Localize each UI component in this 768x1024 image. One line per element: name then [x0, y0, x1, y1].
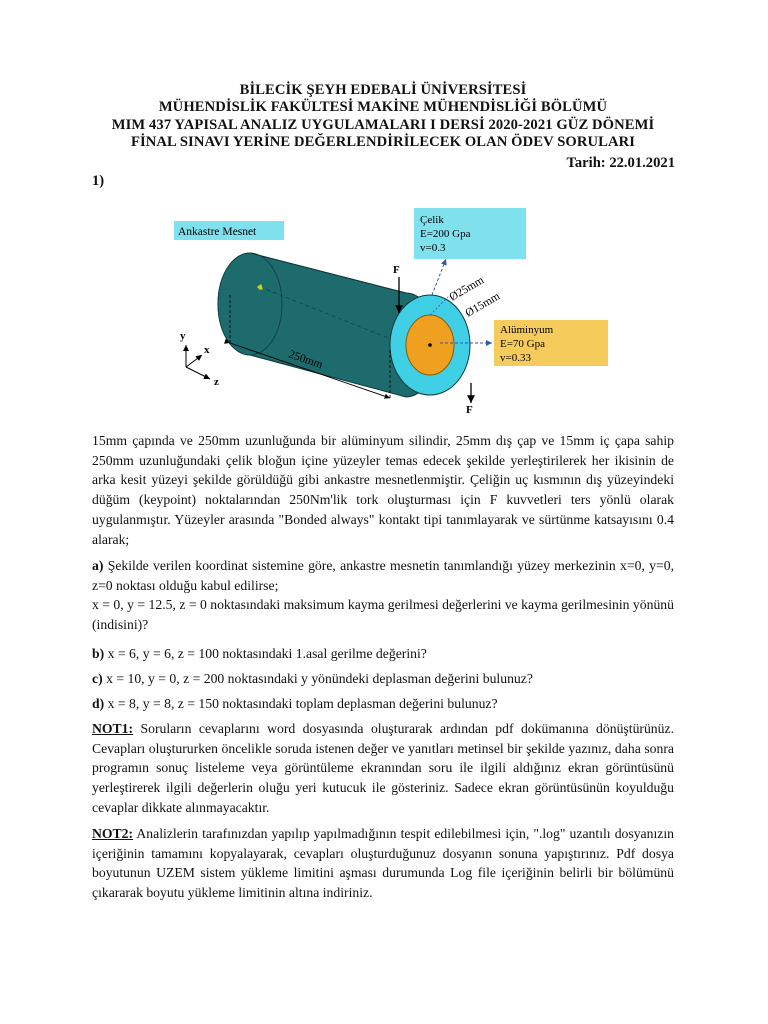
exam-title: FİNAL SINAVI YERİNE DEĞERLENDİRİLECEK OLAN ÖDEV SORULARI	[130, 134, 636, 151]
question-number: 1)	[92, 173, 105, 189]
problem-statement	[92, 431, 674, 549]
university-name: BİLECİK ŞEYH EDEBALİ ÜNİVERSİTESİ	[239, 82, 527, 98]
course-title: MIM 437 YAPISAL ANALIZ UYGULAMALARI I DERSİ 2020-2021 GÜZ DÖNEMİ	[111, 116, 655, 133]
outer-diameter-label: Ø25mm	[447, 274, 487, 304]
length-label: 250mm	[287, 348, 325, 372]
question-b-label: b)	[92, 646, 105, 661]
intro-paragraph: 15mm çapında ve 250mm uzunluğunda bir alüminyum silindir, 25mm dış çap ve 15mm iç çapa sahip 250mm uzunluğundaki çelik bloğun içine yüzeyler temas edecek şekilde yerleştirilerek her ikisinin de arka kesit yüzeyi şekilde görüldüğü gibi ankastre mesnetlenmiştir. Çeliğin uç kısmının dış yüzeyindeki düğüm (keypoint) noktalarından 250Nm'lik tork oluşturması için F kuvvetleri ters yönlü olarak uygulanmıştır. Yüzeyler arasında "Bonded always" kontakt tipi tanımlayarak ve sürtünme katsayısını 0.4 alarak;	[92, 433, 674, 547]
force-label-bottom: F	[466, 404, 473, 416]
cylinder-figure	[90, 195, 676, 425]
aluminum-poisson: v=0.33	[500, 352, 531, 364]
steel-name: Çelik	[420, 214, 444, 226]
question-a-text2: x = 0, y = 12.5, z = 0 noktasındaki maksimum kayma gerilmesi değerlerini ve kayma gerilmesinin yönünü (indisini)?	[92, 597, 674, 633]
force-label-top: F	[393, 264, 400, 276]
question-d-label: d)	[92, 696, 105, 711]
inner-diameter-label: Ø15mm	[463, 290, 503, 320]
question-c-text: x = 10, y = 0, z = 200 noktasındaki y yönündeki deplasman değerini bulunuz?	[106, 671, 533, 686]
figure-svg	[90, 195, 676, 425]
question-a-label: a)	[92, 558, 104, 573]
document-header	[90, 82, 676, 152]
note-1-label: NOT1:	[92, 721, 134, 736]
exam-date: Tarih: 22.01.2021	[566, 155, 675, 171]
steel-modulus: E=200 Gpa	[420, 228, 471, 240]
question-a-text1: Şekilde verilen koordinat sistemine göre, ankastre mesnetin tanımlandığı yüzey merkezinin x=0, y=0, z=0 noktası olduğu kabul edilirse;	[92, 558, 674, 593]
question-c-label: c)	[92, 671, 103, 686]
axis-y-label: y	[180, 330, 186, 342]
axis-z-label: z	[214, 376, 219, 388]
question-b-text: x = 6, y = 6, z = 100 noktasındaki 1.asal gerilme değerini?	[107, 646, 427, 661]
question-c	[92, 669, 674, 689]
note-2-text: Analizlerin tarafınızdan yapılıp yapılmadığının tespit edilebilmesi için, ".log" uzantılı dosyanızın içeriğinin tamamını kopyalayarak, cevapları oluşturduğunuz dosyanın sonuna yapıştırınız. Pdf dosya boyutunun UZEM sistem yükleme limitini aşması durumunda Log file içeriğinin belirli bir bölümünü çıkararak boyutu yükleme limitinin altına indiriniz.	[92, 826, 674, 901]
note-1	[92, 719, 674, 818]
steel-poisson: v=0.3	[420, 242, 446, 254]
faculty-department: MÜHENDİSLİK FAKÜLTESİ MAKİNE MÜHENDİSLİĞİ BÖLÜMÜ	[158, 99, 608, 116]
support-label: Ankastre Mesnet	[178, 226, 257, 238]
aluminum-name: Alüminyum	[500, 324, 554, 336]
note-2-label: NOT2:	[92, 826, 134, 841]
note-1-text: Soruların cevaplarını word dosyasında oluşturarak ardından pdf dokümanına dönüştürünüz. Cevapları oluştururken öncelikle soruda istenen değer ve yanıtları metinsel bir şekilde yazınız, daha sonra programın sonuç listeleme veya görüntüleme ekranından soru ile ilgili aldığınız ekran görüntüsünü yerleştirerek ilgili değerlerin oluğu yeri kutucuk ile gösteriniz. Sadece ekran görüntüsünün koyulduğu cevaplar dikkate alınmayacaktır.	[92, 721, 674, 815]
question-a	[92, 556, 674, 635]
aluminum-modulus: E=70 Gpa	[500, 338, 545, 350]
back-face	[218, 253, 282, 355]
question-d-text: x = 8, y = 8, z = 150 noktasındaki toplam deplasman değerini bulunuz?	[107, 696, 498, 711]
question-d	[92, 694, 674, 714]
question-b	[92, 644, 674, 664]
note-2	[92, 824, 674, 903]
coordinate-axes	[180, 330, 219, 388]
axis-x-label: x	[204, 344, 210, 356]
